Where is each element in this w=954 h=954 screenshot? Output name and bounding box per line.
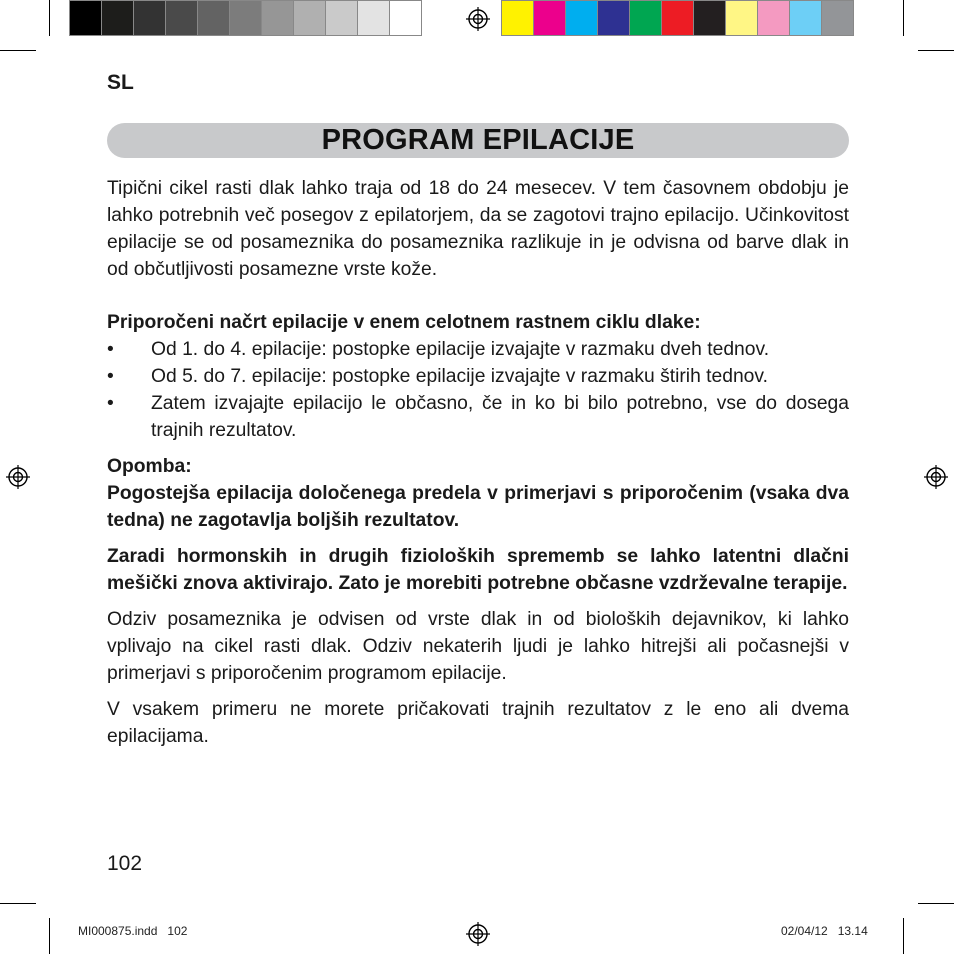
color-swatch [134, 0, 166, 36]
section-title-bar [107, 123, 849, 158]
crop-mark [49, 918, 50, 954]
footer-file-info: MI000875.indd 102 [78, 924, 188, 938]
plan-heading: Priporočeni načrt epilacije v enem celotnem rastnem ciklu dlake: [107, 312, 701, 333]
grayscale-calibration-bar [69, 0, 422, 36]
registration-mark-icon [466, 7, 490, 31]
main-content [107, 175, 849, 750]
color-swatch [358, 0, 390, 36]
crop-mark [0, 50, 36, 51]
crop-mark [903, 918, 904, 954]
color-calibration-bar [501, 0, 854, 36]
color-swatch [662, 0, 694, 36]
color-swatch [69, 0, 102, 36]
footer-date-time: 02/04/12 13.14 [781, 924, 868, 938]
color-swatch [501, 0, 534, 36]
list-item: • Od 1. do 4. epilacije: postopke epilacije izvajajte v razmaku dveh tednov. [107, 336, 849, 363]
bullet-icon: • [107, 366, 114, 387]
list-item: • Od 5. do 7. epilacije: postopke epilacije izvajajte v razmaku štirih tednov. [107, 363, 849, 390]
color-swatch [326, 0, 358, 36]
color-swatch [566, 0, 598, 36]
color-swatch [230, 0, 262, 36]
color-swatch [790, 0, 822, 36]
list-item: • Zatem izvajajte epilacijo le občasno, če in ko bi bilo potrebno, vse do dosega trajnih rezultatov. [107, 390, 849, 444]
registration-mark-icon [466, 922, 490, 946]
bullet-icon: • [107, 393, 114, 414]
crop-mark [49, 0, 50, 36]
closing-paragraph: V vsakem primeru ne morete pričakovati trajnih rezultatov z le eno ali dvema epilacijama. [107, 699, 849, 747]
intro-paragraph: Tipični cikel rasti dlak lahko traja od 18 do 24 mesecev. V tem časovnem obdobju je lahko potrebnih več posegov z epilatorjem, da se zagotovi trajno epilacijo. Učinkovitost epilacije se od posameznika do posameznika razlikuje in je odvisna od barve dlak in od občutljivosti posamezne vrste kože. [107, 178, 849, 280]
color-swatch [598, 0, 630, 36]
response-paragraph: Odziv posameznika je odvisen od vrste dlak in od bioloških dejavnikov, ki lahko vplivajo na cikel rasti dlak. Odziv nekaterih ljudi je lahko hitrejši ali počasnejši v primerjavi s priporočenim programom epilacije. [107, 609, 849, 684]
crop-mark [918, 903, 954, 904]
color-swatch [726, 0, 758, 36]
color-swatch [630, 0, 662, 36]
color-swatch [198, 0, 230, 36]
note-label: Opomba: [107, 456, 192, 477]
crop-mark [903, 0, 904, 36]
color-swatch [102, 0, 134, 36]
crop-mark [918, 50, 954, 51]
color-swatch [534, 0, 566, 36]
bullet-icon: • [107, 339, 114, 360]
language-code: SL [107, 71, 134, 94]
page-title: PROGRAM EPILACIJE [321, 124, 635, 156]
color-swatch [758, 0, 790, 36]
registration-mark-icon [924, 465, 948, 489]
color-swatch [822, 0, 854, 36]
note-text: Pogostejša epilacija določenega predela v primerjavi s priporočenim (vsaka dva tedna) ne zagotavlja boljših rezultatov. [107, 483, 849, 531]
color-swatch [294, 0, 326, 36]
registration-mark-icon [6, 465, 30, 489]
color-swatch [262, 0, 294, 36]
crop-mark [0, 903, 36, 904]
color-swatch [694, 0, 726, 36]
page-number: 102 [107, 852, 143, 875]
color-swatch [390, 0, 422, 36]
color-swatch [166, 0, 198, 36]
plan-list [107, 336, 849, 444]
hormonal-paragraph: Zaradi hormonskih in drugih fizioloških sprememb se lahko latentni dlačni mešički znova aktivirajo. Zato je morebiti potrebne občasne vzdrževalne terapije. [107, 546, 849, 594]
